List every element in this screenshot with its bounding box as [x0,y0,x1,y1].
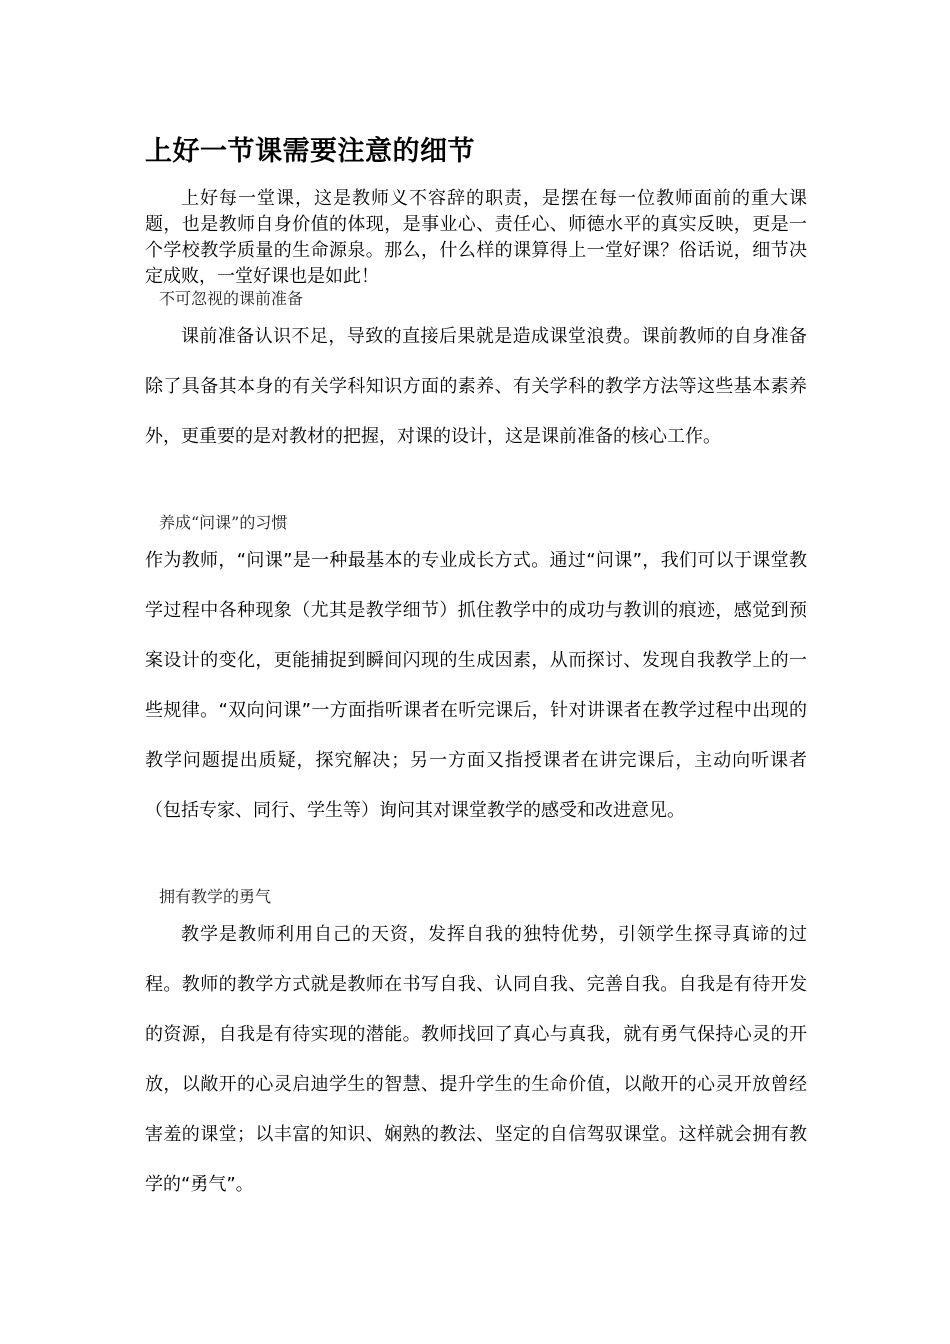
section-body-prep: 课前准备认识不足，导致的直接后果就是造成课堂浪费。课前教师的自身准备除了具备其本身的有关学科知识方面的素养、有关学科的教学方法等这些基本素养外，更重要的是对教材的把握，对课的设计，这是课前准备的核心工作。 [145,326,807,447]
intro-paragraph: 上好每一堂课，这是教师义不容辞的职责，是摆在每一位教师面前的重大课题，也是教师自身价值的体现，是事业心、责任心、师德水平的真实反映，更是一个学校教学质量的生命源泉。那么，什么样的课算得上一堂好课？俗话说，细节决定成败，一堂好课也是如此！ [145,188,807,287]
section-heading-courage: 拥有教学的勇气 [159,887,272,906]
section-heading-ask: 养成“问课”的习惯 [159,513,288,532]
section-body-ask: 作为教师，“问课”是一种最基本的专业成长方式。通过“问课”，我们可以于课堂教学过程中各种现象（尤其是教学细节）抓住教学中的成功与教训的痕迹，感觉到预案设计的变化，更能捕捉到瞬间闪现的生成因素，从而探讨、发现自我教学上的一些规律。“双向问课”一方面指听课者在听完课后，针对讲课者在教学过程中出现的教学问题提出质疑，探究解决；另一方面又指授课者在讲完课后，主动向听课者（包括专家、同行、学生等）询问其对课堂教学的感受和改进意见。 [145,550,807,821]
document-title: 上好一节课需要注意的细节 [145,136,475,167]
section-body-courage: 教学是教师利用自己的天资，发挥自我的独特优势，引领学生探寻真谛的过程。教师的教学方式就是教师在书写自我、认同自我、完善自我。自我是有待开发的资源，自我是有待实现的潜能。教师找回了真心与真我，就有勇气保持心灵的开放，以敞开的心灵启迪学生的智慧、提升学生的生命价值，以敞开的心灵开放曾经害羞的课堂；以丰富的知识、娴熟的教法、坚定的自信驾驭课堂。这样就会拥有教学的“勇气”。 [145,924,807,1195]
section-heading-prep: 不可忽视的课前准备 [159,289,304,308]
